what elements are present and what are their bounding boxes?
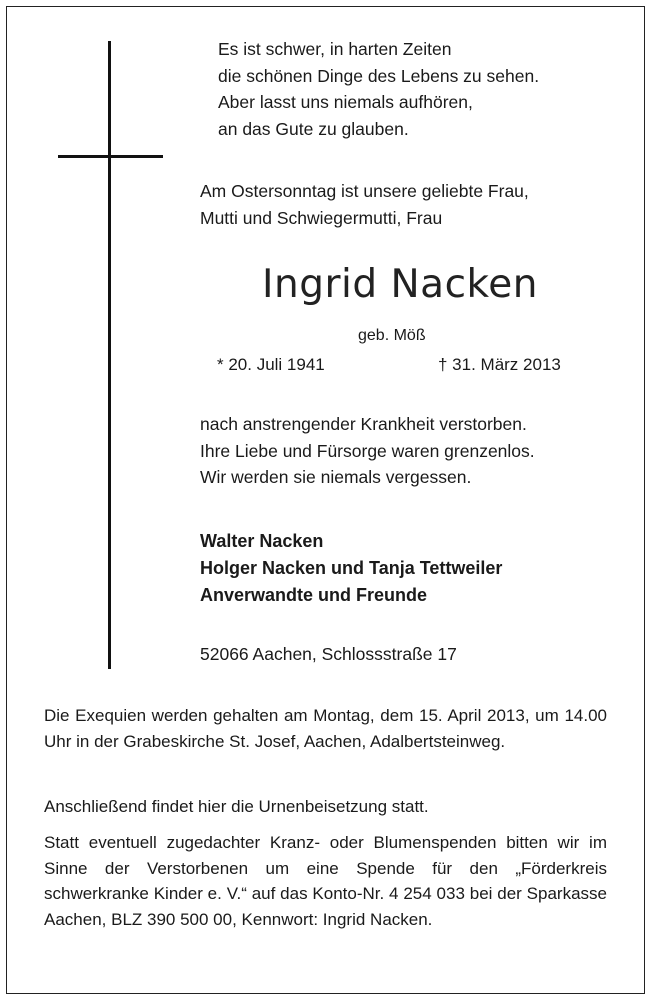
death-date: † 31. März 2013: [438, 355, 561, 374]
cross-icon: [108, 41, 111, 669]
donation-paragraph: Statt eventuell zugedachter Kranz- oder Blumenspenden bitten wir im Sinne der Verstorbenen um eine Spende für den „Förderkreis schwerkranke Kinder e. V.“ auf das Konto-Nr. 4 254 033 bei der Sparkasse Aachen, BLZ 390 500 00, Kennwort: Ingrid Nacken.: [44, 833, 607, 929]
intro-line: Am Ostersonntag ist unsere geliebte Frau,: [200, 181, 529, 201]
poem: [218, 36, 539, 142]
family-member: Holger Nacken und Tanja Tettweiler: [200, 558, 503, 578]
birth-name: geb. Möß: [358, 327, 426, 344]
closing-line: Ihre Liebe und Fürsorge waren grenzenlos.: [200, 440, 535, 461]
intro-line: Mutti und Schwiegermutti, Frau: [200, 207, 443, 228]
poem-line: Es ist schwer, in harten Zeiten: [218, 39, 452, 59]
exequies-paragraph: Die Exequien werden gehalten am Montag, dem 15. April 2013, um 14.00 Uhr in der Grabeskirche St. Josef, Aachen, Adalbertsteinweg.: [44, 706, 607, 751]
family-member: Walter Nacken: [200, 531, 324, 551]
poem-line: an das Gute zu glauben.: [218, 118, 409, 139]
poem-line: die schönen Dinge des Lebens zu sehen.: [218, 65, 540, 86]
cross-icon-bar: [58, 155, 163, 158]
poem-line: Aber lasst uns niemals aufhören,: [218, 92, 473, 112]
intro-text: [200, 178, 529, 231]
closing-line: Wir werden sie niemals vergessen.: [200, 467, 472, 487]
closing-text: [200, 411, 535, 491]
urn-paragraph: Anschließend findet hier die Urnenbeisetzung statt.: [44, 797, 429, 816]
closing-line: nach anstrengender Krankheit verstorben.: [200, 414, 527, 434]
deceased-name: Ingrid Nacken: [262, 262, 538, 307]
family-signatures: [200, 528, 502, 609]
birth-date: * 20. Juli 1941: [217, 355, 325, 374]
address: 52066 Aachen, Schlossstraße 17: [200, 644, 457, 664]
family-member: Anverwandte und Freunde: [200, 585, 428, 605]
